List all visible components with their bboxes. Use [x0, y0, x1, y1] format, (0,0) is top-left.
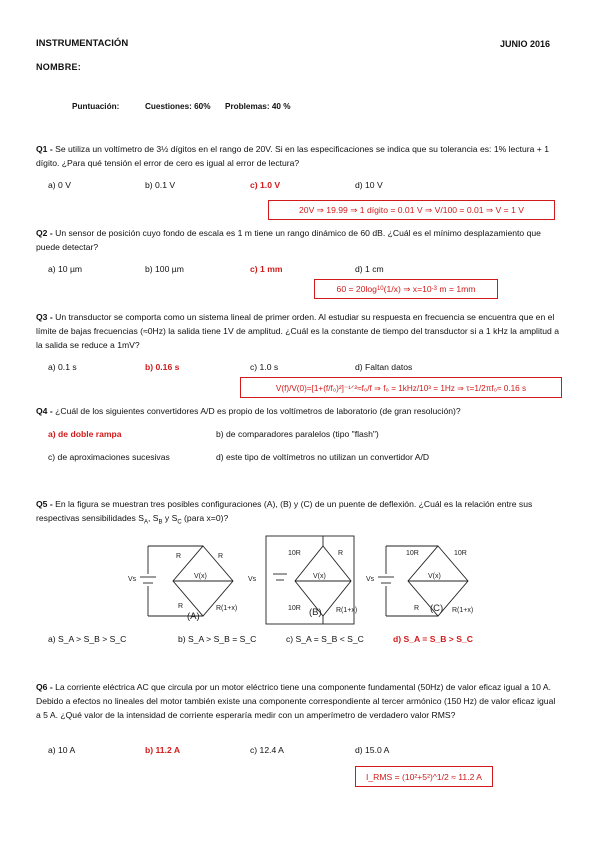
- q2-answer-sup: -3: [431, 286, 438, 292]
- q4-number: Q4 -: [36, 406, 53, 416]
- q5-option-d: d) S_A = S_B > S_C: [393, 634, 473, 644]
- q2-answer-mid: (1/x) ⇒ x=10: [383, 283, 432, 294]
- score-label: Puntuación:: [72, 102, 120, 111]
- bridge-c-r2: 10R: [454, 550, 467, 557]
- question-1: [36, 142, 561, 170]
- caption-c: (C): [430, 603, 444, 614]
- exam-date: JUNIO 2016: [500, 39, 551, 49]
- q5-option-a: a) S_A > S_B > S_C: [48, 634, 127, 644]
- q4-text: ¿Cuál de los siguientes convertidores A/D es propio de los voltímetros de laboratorio (de gran resolución)?: [55, 406, 461, 416]
- q1-option-b: b) 0.1 V: [145, 180, 176, 190]
- bridge-b-r1: 10R: [288, 550, 301, 557]
- bridge-b-rx: R(1+x): [336, 607, 358, 614]
- q1-option-d: d) 10 V: [355, 180, 383, 190]
- bridge-c-r3: R: [414, 605, 420, 612]
- q2-text: Un sensor de posición cuyo fondo de escala es 1 m tiene un rango dinámico de 60 dB. ¿Cuál es el mínimo desplazamiento que puede detectar?: [36, 228, 541, 252]
- bridge-b-vs: Vs: [248, 576, 257, 583]
- question-5: Q5 - En la figura se muestran tres posibles configuraciones (A), (B) y (C) de un puente de deflexión. ¿Cuál es la relación entre sus respectivas sensibilidades $S_A$, $S_B$ y $S_C$ (para x=0)?: [36, 499, 533, 526]
- q6-text: La corriente eléctrica AC que circula por un motor eléctrico tiene una componente fundamental (50Hz) de valor eficaz igual a 10 A. Debido a efectos no lineales del motor también existe una componente correspondiente al tercer armónico (150 Hz) de valor eficaz igual a 5 A. ¿Qué valor de la intensidad de corriente esperaría medir con un amperímetro de verdadero valor RMS?: [36, 682, 556, 720]
- q4-option-a: a) de doble rampa: [48, 429, 122, 439]
- q5-option-c: c) S_A = S_B < S_C: [286, 634, 364, 644]
- q2-option-a: a) 10 µm: [48, 264, 83, 274]
- q6-option-a: a) 10 A: [48, 745, 76, 755]
- q2-answer-box: [314, 279, 498, 299]
- q2-option-c: c) 1 mm: [250, 264, 283, 274]
- q2-answer-pre: 60 = 20log: [336, 284, 377, 294]
- q6-answer-box: I_RMS = (10²+5²)^1/2 ≈ 11.2 A: [355, 766, 493, 787]
- q3-number: Q3 -: [36, 312, 53, 322]
- q6-option-d: d) 15.0 A: [355, 745, 390, 755]
- q4-option-c: c) de aproximaciones sucesivas: [48, 452, 170, 462]
- caption-a: (A): [187, 611, 200, 622]
- question-4: [36, 404, 561, 418]
- bridge-a-r3: R: [178, 603, 184, 610]
- q4-option-d: d) este tipo de voltímetros no utilizan un convertidor A/D: [216, 452, 430, 462]
- bridge-a-r1: R: [176, 553, 182, 560]
- q3-option-b: b) 0.16 s: [145, 362, 180, 372]
- q1-option-a: a) 0 V: [48, 180, 71, 190]
- q1-answer-box: 20V ⇒ 19.99 ⇒ 1 dígito = 0.01 V ⇒ V/100 = 0.01 ⇒ V = 1 V: [268, 200, 555, 220]
- q1-text: Se utiliza un voltímetro de 3½ dígitos en el rango de 20V. Si en las especificaciones se indica que su tolerancia es: 1% lectura + 1 dígito. ¿Para qué tensión el error de cero es igual al error de lectura?: [36, 144, 549, 168]
- q3-text: Un transductor se comporta como un sistema lineal de primer orden. Al estudiar su respuesta en frecuencia se encuentra que en el límite de bajas frecuencias (≈0Hz) la salida tiene 1V de amplitud. ¿Cuál es la constante de tiempo del transductor si a 1 kHz la amplitud a la salida se reduce a 1mV?: [36, 312, 559, 350]
- q5-text-pre: En la figura se muestran tres posibles configuraciones (A), (B) y (C) de un puente de deflexión. ¿Cuál es la relación entre sus respectivas sensibilidades S: [36, 499, 533, 523]
- bridge-a-vx: V(x): [194, 573, 207, 580]
- question-2: [36, 226, 561, 254]
- q3-option-c: c) 1.0 s: [250, 362, 279, 372]
- q2-option-d: d) 1 cm: [355, 264, 384, 274]
- q3-answer-box: V(f)/V(0)=[1+(f/f₀)²]⁻¹ᐟ²≈f₀/f ⇒ f₀ = 1kHz/10³ = 1Hz ⇒ τ=1/2πf₀≈ 0.16 s: [240, 377, 562, 398]
- score-questions: Cuestiones: 60%: [145, 102, 211, 111]
- bridge-c-rx: R(1+x): [452, 607, 474, 614]
- q6-option-c: c) 12.4 A: [250, 745, 284, 755]
- q5-number: Q5 -: [36, 499, 53, 509]
- q2-number: Q2 -: [36, 228, 53, 238]
- bridge-b-r2: R: [338, 550, 344, 557]
- score-problems: Problemas: 40 %: [225, 102, 291, 111]
- q5-text-post: (para x=0)?: [181, 513, 229, 523]
- bridge-c-r1: 10R: [406, 550, 419, 557]
- bridge-a-rx: R(1+x): [216, 605, 238, 612]
- bridge-c-vx: V(x): [428, 573, 441, 580]
- bridge-b-vx: V(x): [313, 573, 326, 580]
- q4-option-b: b) de comparadores paralelos (tipo "flash"): [216, 429, 379, 439]
- caption-b: (B): [309, 607, 322, 618]
- bridge-diagrams: [118, 530, 478, 630]
- q6-number: Q6 -: [36, 682, 53, 692]
- bridge-c-vs: Vs: [366, 576, 375, 583]
- q2-option-b: b) 100 µm: [145, 264, 184, 274]
- q3-option-a: a) 0.1 s: [48, 362, 77, 372]
- bridge-a-vs: Vs: [128, 576, 137, 583]
- q2-answer-sub: 10: [376, 286, 384, 292]
- q1-number: Q1 -: [36, 144, 53, 154]
- name-label: NOMBRE:: [36, 62, 82, 72]
- q1-option-c: c) 1.0 V: [250, 180, 281, 190]
- question-3: [36, 310, 561, 352]
- q2-answer-post: m = 1mm: [437, 284, 476, 294]
- q5-option-b: b) S_A > S_B = S_C: [178, 634, 257, 644]
- q3-option-d: d) Faltan datos: [355, 362, 413, 372]
- q6-option-b: b) 11.2 A: [145, 745, 181, 755]
- question-6: [36, 680, 561, 722]
- bridge-a-r2: R: [218, 553, 224, 560]
- bridge-b-r3: 10R: [288, 605, 301, 612]
- course-title: INSTRUMENTACIÓN: [36, 38, 129, 49]
